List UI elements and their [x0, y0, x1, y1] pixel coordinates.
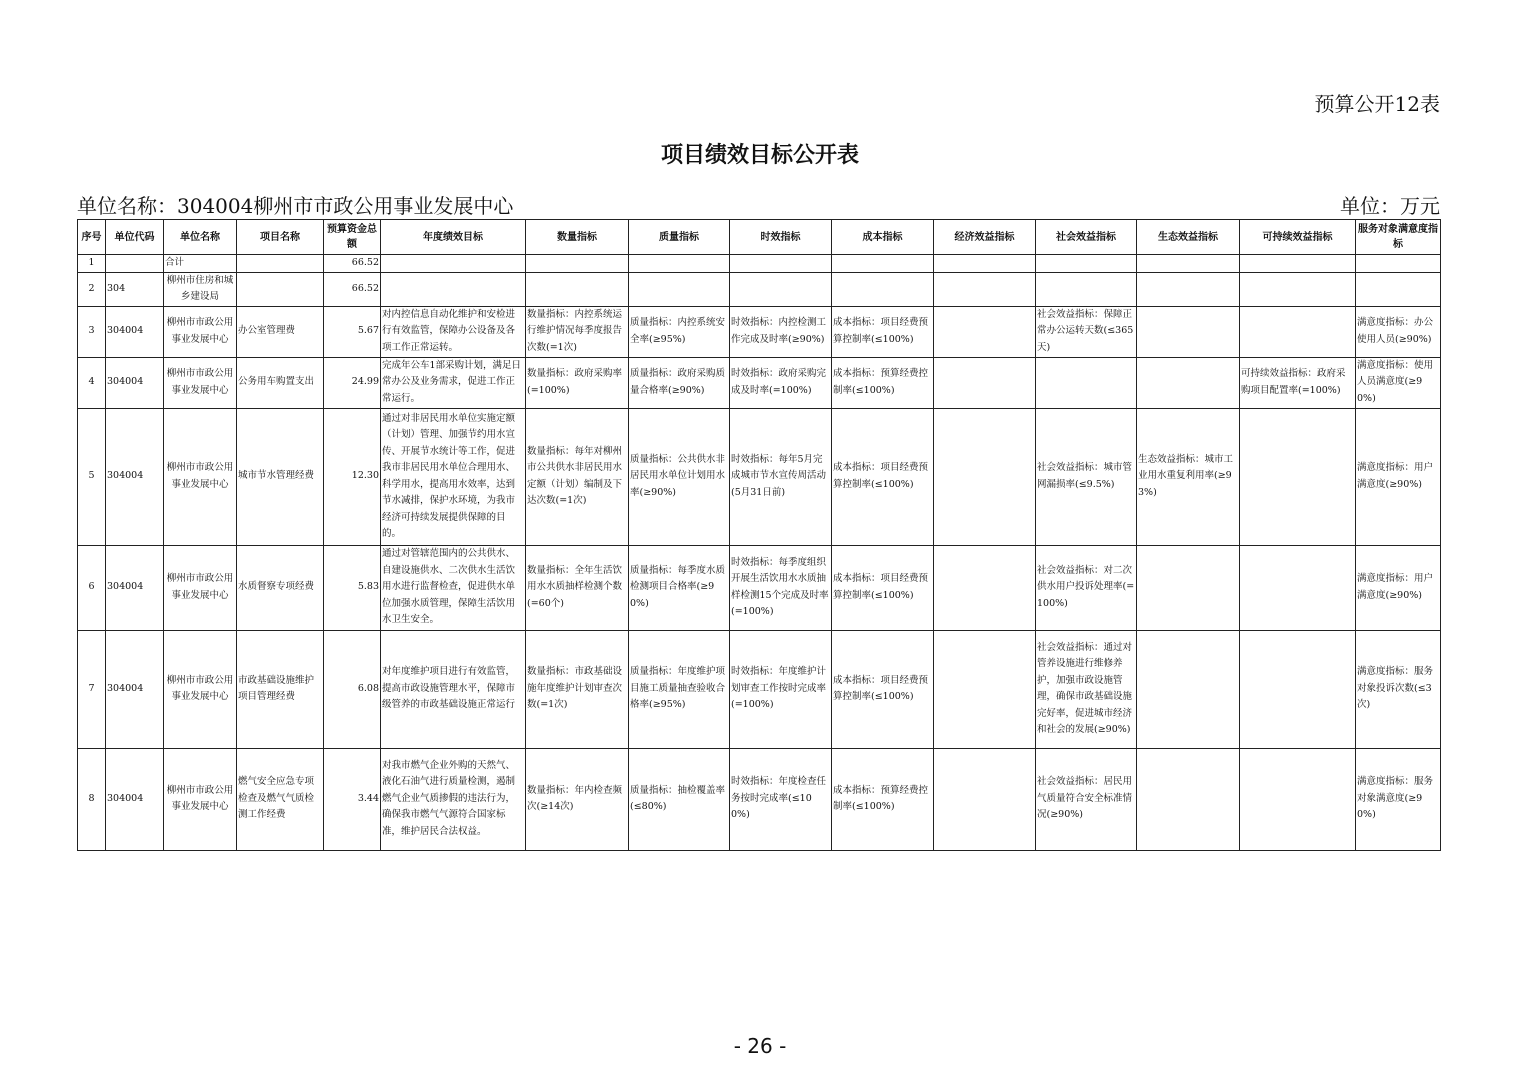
table-cell: 满意度指标：办公使用人员(≥90%) [1356, 306, 1441, 357]
table-cell: 12.30 [324, 408, 381, 545]
table-row [78, 272, 1441, 306]
table-cell: 304004 [106, 357, 164, 408]
table-cell: 66.52 [324, 272, 381, 306]
page-number: - 26 - [733, 1034, 787, 1058]
table-cell [526, 272, 629, 306]
table-cell [1137, 357, 1240, 408]
table-cell [1137, 748, 1240, 850]
table-cell: 质量指标：年度维护项目施工质量抽查验收合格率(≥95%) [629, 630, 730, 748]
table-cell [1356, 272, 1441, 306]
table-cell [730, 272, 832, 306]
table-cell: 成本指标：项目经费预算控制率(≤100%) [832, 545, 934, 630]
table-cell: 5.67 [324, 306, 381, 357]
table-cell: 质量指标：抽检覆盖率(≤80%) [629, 748, 730, 850]
table-cell [1137, 306, 1240, 357]
table-cell: 304004 [106, 408, 164, 545]
table-cell: 社会效益指标：居民用气质量符合安全标准情况(≥90%) [1036, 748, 1137, 850]
table-cell [1137, 545, 1240, 630]
table-cell: 数量指标：全年生活饮用水水质抽样检测个数(=60个) [526, 545, 629, 630]
table-cell [629, 255, 730, 273]
table-cell: 满意度指标：用户满意度(≥90%) [1356, 545, 1441, 630]
table-cell [934, 306, 1036, 357]
table-cell [381, 272, 526, 306]
table-cell: 市政基础设施维护项目管理经费 [237, 630, 324, 748]
table-cell: 6 [78, 545, 106, 630]
table-cell [934, 272, 1036, 306]
table-cell: 24.99 [324, 357, 381, 408]
table-cell: 满意度指标：用户满意度(≥90%) [1356, 408, 1441, 545]
table-cell: 可持续效益指标：政府采购项目配置率(=100%) [1240, 357, 1356, 408]
table-cell: 7 [78, 630, 106, 748]
table-cell: 成本指标：预算经费控制率(≤100%) [832, 748, 934, 850]
table-row [78, 306, 1441, 357]
table-cell [1240, 748, 1356, 850]
table-cell: 数量指标：每年对柳州市公共供水非居民用水定额（计划）编制及下达次数(=1次) [526, 408, 629, 545]
table-cell: 柳州市市政公用事业发展中心 [164, 630, 237, 748]
table-cell [1240, 408, 1356, 545]
table-cell: 数量指标：政府采购率(=100%) [526, 357, 629, 408]
table-cell: 柳州市住房和城乡建设局 [164, 272, 237, 306]
table-cell [1356, 255, 1441, 273]
performance-table [77, 219, 1441, 851]
table-cell: 满意度指标：使用人员满意度(≥90%) [1356, 357, 1441, 408]
table-cell: 时效指标：内控检测工作完成及时率(≥90%) [730, 306, 832, 357]
table-cell: 满意度指标：服务对象投诉次数(≤3次) [1356, 630, 1441, 748]
header-cell: 单位代码 [106, 220, 164, 255]
header-cell: 年度绩效目标 [381, 220, 526, 255]
table-cell [237, 272, 324, 306]
table-cell: 304 [106, 272, 164, 306]
table-cell [934, 408, 1036, 545]
table-cell: 通过对管辖范围内的公共供水、自建设施供水、二次供水生活饮用水进行监督检查，促进供水单位加强水质管理，保障生活饮用水卫生安全。 [381, 545, 526, 630]
table-cell: 质量指标：公共供水非居民用水单位计划用水率(≥90%) [629, 408, 730, 545]
table-cell [1036, 255, 1137, 273]
table-cell: 满意度指标：服务对象满意度(≥90%) [1356, 748, 1441, 850]
table-cell: 304004 [106, 630, 164, 748]
table-cell: 时效指标：年度检查任务按时完成率(≤100%) [730, 748, 832, 850]
table-cell: 成本指标：项目经费预算控制率(≤100%) [832, 306, 934, 357]
header-cell: 成本指标 [832, 220, 934, 255]
table-cell: 对年度维护项目进行有效监管，提高市政设施管理水平，保障市级管养的市政基础设施正常运行 [381, 630, 526, 748]
table-cell: 8 [78, 748, 106, 850]
table-cell: 对我市燃气企业外购的天然气、液化石油气进行质量检测，遏制燃气企业气质掺假的违法行为，确保我市燃气气源符合国家标准，维护居民合法权益。 [381, 748, 526, 850]
table-cell: 时效指标：政府采购完成及时率(=100%) [730, 357, 832, 408]
table-cell: 3.44 [324, 748, 381, 850]
header-cell: 项目名称 [237, 220, 324, 255]
unit-name: 单位名称：304004柳州市市政公用事业发展中心 [77, 194, 514, 218]
table-cell [106, 255, 164, 273]
table-cell [1240, 306, 1356, 357]
table-cell [1240, 630, 1356, 748]
table-cell [629, 272, 730, 306]
page-title: 项目绩效目标公开表 [660, 143, 859, 168]
table-cell: 成本指标：项目经费预算控制率(≤100%) [832, 630, 934, 748]
table-cell [1137, 272, 1240, 306]
table-number: 预算公开12表 [1314, 92, 1440, 116]
table-cell: 燃气安全应急专项检查及燃气气质检测工作经费 [237, 748, 324, 850]
table-cell [1137, 255, 1240, 273]
header-cell: 预算资金总额 [324, 220, 381, 255]
table-cell [730, 255, 832, 273]
header-cell: 序号 [78, 220, 106, 255]
table-cell: 柳州市市政公用事业发展中心 [164, 748, 237, 850]
table-cell [934, 748, 1036, 850]
table-cell: 5 [78, 408, 106, 545]
table-cell [1036, 357, 1137, 408]
table-cell: 成本指标：项目经费预算控制率(≤100%) [832, 408, 934, 545]
table-cell: 生态效益指标：城市工业用水重复利用率(≥93%) [1137, 408, 1240, 545]
table-cell: 社会效益指标：对二次供水用户投诉处理率(=100%) [1036, 545, 1137, 630]
table-cell [1137, 630, 1240, 748]
header-cell: 数量指标 [526, 220, 629, 255]
header-cell: 社会效益指标 [1036, 220, 1137, 255]
table-cell: 柳州市市政公用事业发展中心 [164, 545, 237, 630]
table-cell: 社会效益指标：通过对管养设施进行维修养护，加强市政设施管理，确保市政基础设施完好率，促进城市经济和社会的发展(≥90%) [1036, 630, 1137, 748]
table-cell: 66.52 [324, 255, 381, 273]
table-cell: 数量指标：市政基础设施年度维护计划审查次数(=1次) [526, 630, 629, 748]
table-cell: 水质督察专项经费 [237, 545, 324, 630]
table-row [78, 630, 1441, 748]
table-cell: 数量指标：年内检查频次(≥14次) [526, 748, 629, 850]
table-cell: 304004 [106, 545, 164, 630]
header-cell: 生态效益指标 [1137, 220, 1240, 255]
table-cell: 社会效益指标：城市管网漏损率(≤9.5%) [1036, 408, 1137, 545]
table-cell [1240, 545, 1356, 630]
table-header-row [78, 220, 1441, 255]
table-cell: 时效指标：年度维护计划审查工作按时完成率(=100%) [730, 630, 832, 748]
header-cell: 质量指标 [629, 220, 730, 255]
table-cell: 5.83 [324, 545, 381, 630]
table-cell: 时效指标：每年5月完成城市节水宣传周活动(5月31日前) [730, 408, 832, 545]
table-cell: 公务用车购置支出 [237, 357, 324, 408]
table-cell: 完成年公车1部采购计划，满足日常办公及业务需求，促进工作正常运行。 [381, 357, 526, 408]
table-cell [237, 255, 324, 273]
table-row [78, 545, 1441, 630]
table-cell: 数量指标：内控系统运行维护情况每季度报告次数(=1次) [526, 306, 629, 357]
header-cell: 可持续效益指标 [1240, 220, 1356, 255]
table-cell: 通过对非居民用水单位实施定额（计划）管理、加强节约用水宣传、开展节水统计等工作，促进我市非居民用水单位合理用水、科学用水，提高用水效率，达到节水减排，保护水环境，为我市经济可持续发展提供保障的目的。 [381, 408, 526, 545]
table-cell: 社会效益指标：保障正常办公运转天数(≤365天) [1036, 306, 1137, 357]
table-cell: 质量指标：内控系统安全率(≥95%) [629, 306, 730, 357]
table-row [78, 357, 1441, 408]
table-cell [832, 255, 934, 273]
table-cell: 时效指标：每季度组织开展生活饮用水水质抽样检测15个完成及时率(=100%) [730, 545, 832, 630]
table-cell [1240, 272, 1356, 306]
table-cell [934, 255, 1036, 273]
table-cell: 质量指标：每季度水质检测项目合格率(≥90%) [629, 545, 730, 630]
table-row [78, 255, 1441, 273]
table-cell: 办公室管理费 [237, 306, 324, 357]
table-cell: 1 [78, 255, 106, 273]
table-row [78, 748, 1441, 850]
table-cell: 柳州市市政公用事业发展中心 [164, 408, 237, 545]
table-cell [934, 545, 1036, 630]
table-cell: 4 [78, 357, 106, 408]
header-cell: 单位名称 [164, 220, 237, 255]
table-cell: 成本指标：预算经费控制率(≤100%) [832, 357, 934, 408]
table-cell: 柳州市市政公用事业发展中心 [164, 306, 237, 357]
table-cell: 质量指标：政府采购质量合格率(≥90%) [629, 357, 730, 408]
table-cell: 城市节水管理经费 [237, 408, 324, 545]
header-cell: 时效指标 [730, 220, 832, 255]
table-cell: 304004 [106, 748, 164, 850]
table-cell: 304004 [106, 306, 164, 357]
currency-unit: 单位：万元 [1340, 194, 1440, 218]
table-cell [832, 272, 934, 306]
table-cell: 合计 [164, 255, 237, 273]
table-cell [934, 630, 1036, 748]
table-cell [934, 357, 1036, 408]
table-cell [381, 255, 526, 273]
table-cell: 柳州市市政公用事业发展中心 [164, 357, 237, 408]
table-row [78, 408, 1441, 545]
table-cell: 对内控信息自动化维护和安检进行有效监管，保障办公设备及各项工作正常运转。 [381, 306, 526, 357]
table-cell: 6.08 [324, 630, 381, 748]
table-cell [526, 255, 629, 273]
header-cell: 服务对象满意度指标 [1356, 220, 1441, 255]
table-cell: 3 [78, 306, 106, 357]
table-cell: 2 [78, 272, 106, 306]
table-cell [1036, 272, 1137, 306]
table-cell [1240, 255, 1356, 273]
header-cell: 经济效益指标 [934, 220, 1036, 255]
